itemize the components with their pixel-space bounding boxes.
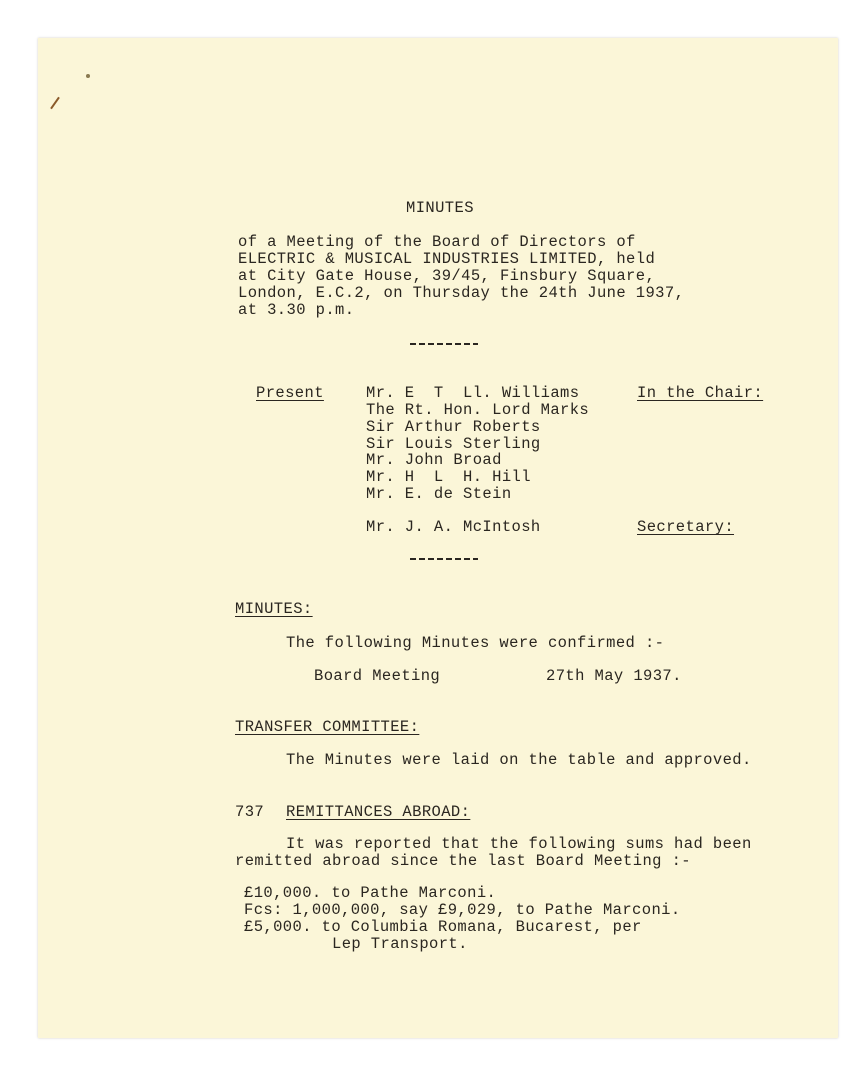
attendee: Sir Louis Sterling — [366, 435, 541, 453]
secretary-name: Mr. J. A. McIntosh — [366, 518, 541, 536]
minutes-text: The following Minutes were confirmed :- — [286, 634, 665, 652]
remittances-text: remitted abroad since the last Board Meeting :- — [235, 852, 691, 870]
intro-line: ELECTRIC & MUSICAL INDUSTRIES LIMITED, held — [238, 250, 656, 268]
transfer-text: The Minutes were laid on the table and approved. — [286, 751, 752, 769]
remittance-continuation: Lep Transport. — [332, 935, 468, 953]
present-label: Present — [256, 384, 324, 402]
remittances-text: It was reported that the following sums had been — [286, 835, 752, 853]
ink-speck — [86, 74, 90, 78]
intro-line: of a Meeting of the Board of Directors of — [238, 233, 636, 251]
remittances-heading: REMITTANCES ABROAD: — [286, 803, 471, 821]
intro-line: at 3.30 p.m. — [238, 301, 355, 319]
board-meeting-date: 27th May 1937. — [546, 667, 682, 685]
ink-mark — [50, 97, 60, 110]
minutes-heading: MINUTES: — [235, 600, 313, 618]
secretary-role: Secretary: — [637, 518, 735, 536]
intro-line: at City Gate House, 39/45, Finsbury Square, — [238, 267, 656, 285]
attendee: The Rt. Hon. Lord Marks — [366, 401, 590, 419]
attendee: Mr. H L H. Hill — [366, 468, 531, 486]
page-title: MINUTES — [406, 199, 474, 217]
remittance-item: £10,000. to Pathe Marconi. — [244, 884, 497, 902]
attendee: Mr. E T Ll. Williams — [366, 384, 580, 402]
attendee: Sir Arthur Roberts — [366, 418, 541, 436]
separator — [410, 343, 478, 345]
transfer-heading: TRANSFER COMMITTEE: — [235, 718, 420, 736]
separator — [410, 558, 478, 560]
attendee: Mr. E. de Stein — [366, 485, 512, 503]
chair-role: In the Chair: — [637, 384, 764, 402]
board-meeting-label: Board Meeting — [314, 667, 441, 685]
intro-line: London, E.C.2, on Thursday the 24th June 1937, — [238, 284, 685, 302]
minute-number: 737 — [235, 803, 265, 821]
attendee: Mr. John Broad — [366, 451, 502, 469]
remittance-item: £5,000. to Columbia Romana, Bucarest, per — [244, 918, 642, 936]
remittance-item: Fcs: 1,000,000, say £9,029, to Pathe Marconi. — [244, 901, 681, 919]
